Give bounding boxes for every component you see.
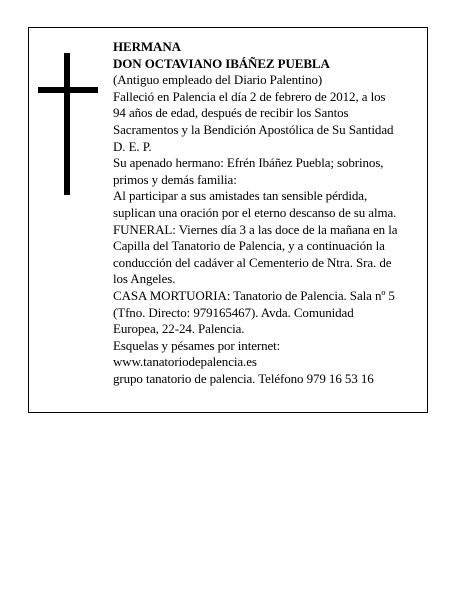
death-info-line: Sacramentos y la Bendición Apostólica de Su Santidad xyxy=(113,121,394,137)
family-line: Su apenado hermano: Efrén Ibáñez Puebla; sobrinos, xyxy=(113,155,384,171)
internet-condolences-line: Esquelas y pésames por internet: xyxy=(113,337,281,353)
funeral-home-line: Europea, 22-24. Palencia. xyxy=(113,321,245,337)
cross-icon xyxy=(38,53,98,195)
family-line: primos y demás familia: xyxy=(113,171,237,187)
prayer-request-line: suplican una oración por el eterno descanso de su alma. xyxy=(113,204,397,220)
cross-horizontal-bar xyxy=(38,87,98,93)
funeral-line: los Angeles. xyxy=(113,271,176,287)
prayer-request-line: Al participar a sus amistades tan sensible pérdida, xyxy=(113,188,368,204)
heading-relation: HERMANA xyxy=(113,39,181,54)
funeral-home-line: (Tfno. Directo: 979165467). Avda. Comunidad xyxy=(113,304,354,320)
contact-phone-line: grupo tanatorio de palencia. Teléfono 979 16 53 16 xyxy=(113,370,374,386)
death-info-line: 94 años de edad, después de recibir los Santos xyxy=(113,105,349,121)
website-text: www.tanatoriodepalencia.es xyxy=(113,354,257,370)
cross-vertical-bar xyxy=(64,53,70,195)
rip-line: D. E. P. xyxy=(113,138,152,154)
funeral-line: conducción del cadáver al Cementerio de Ntra. Sra. de xyxy=(113,254,392,270)
funeral-line: FUNERAL: Viernes día 3 a las doce de la mañana en la xyxy=(113,221,398,237)
former-employment: (Antiguo empleado del Diario Palentino) xyxy=(113,72,323,88)
deceased-name: DON OCTAVIANO IBÁÑEZ PUEBLA xyxy=(113,55,330,71)
funeral-line: Capilla del Tanatorio de Palencia, y a continuación la xyxy=(113,238,385,254)
obituary-text xyxy=(113,39,425,387)
funeral-home-line: CASA MORTUORIA: Tanatorio de Palencia. Sala nº 5 xyxy=(113,287,395,303)
death-info-line: Falleció en Palencia el día 2 de febrero de 2012, a los xyxy=(113,88,386,104)
